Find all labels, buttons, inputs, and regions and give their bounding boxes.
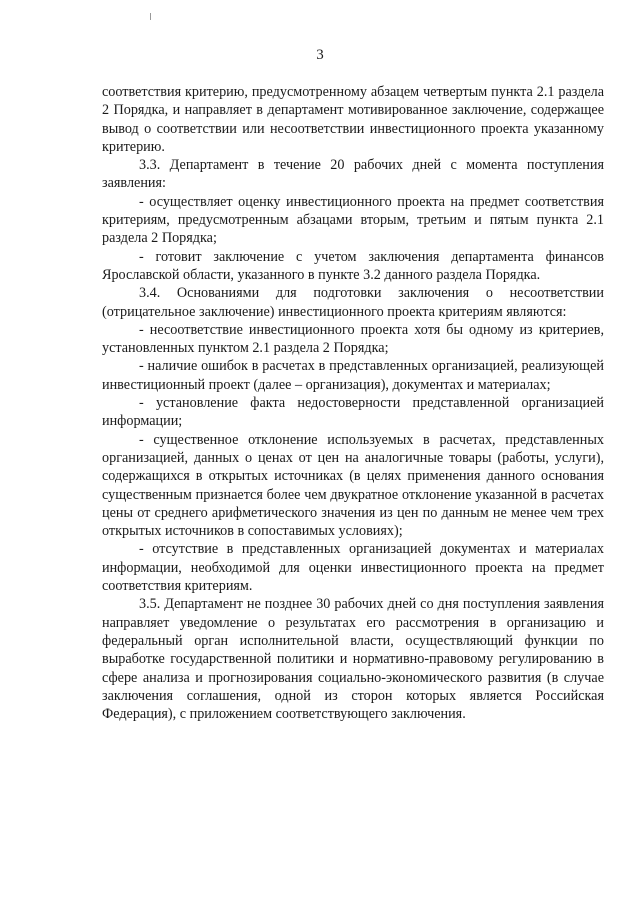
paragraph-3-4: 3.4. Основаниями для подготовки заключения о несоответствии (отрицательное заключение) инвестиционного проекта критериям являются:	[102, 285, 604, 320]
document-body	[102, 83, 604, 723]
paragraph-3-4-item-5: - отсутствие в представленных организацией документах и материалах информации, необходимой для оценки инвестиционного проекта на предмет соответствия критериям.	[102, 541, 604, 595]
paragraph-3-4-item-4: - существенное отклонение используемых в расчетах, представленных организацией, данных о ценах от цен на аналогичные товары (работы, услуги), содержащихся в открытых источниках (в целях применения данного основания существенным признается более чем двукратное отклонение указанной в расчетах цены от среднего арифметического значения из цен по данным не менее чем трех открытых источников в сопоставимых условиях);	[102, 431, 604, 540]
paragraph-3-4-item-1: - несоответствие инвестиционного проекта хотя бы одному из критериев, установленных пунктом 2.1 раздела 2 Порядка;	[102, 321, 604, 357]
paragraph-continuation: соответствия критерию, предусмотренному абзацем четвертым пункта 2.1 раздела 2 Порядка, и направляет в департамент мотивированное заключение, содержащее вывод о соответствии или несоответствии инвестиционного проекта указанному критерию.	[102, 84, 604, 155]
paragraph-3-3-item-1: - осуществляет оценку инвестиционного проекта на предмет соответствия критериям, предусмотренным абзацами вторым, третьим и пятым пункта 2.1 раздела 2 Порядка;	[102, 193, 604, 247]
paragraph-3-3: 3.3. Департамент в течение 20 рабочих дней с момента поступления заявления:	[102, 157, 604, 192]
paragraph-3-4-item-2: - наличие ошибок в расчетах в представленных организацией, реализующей инвестиционный проект (далее – организация), документах и материалах;	[102, 358, 604, 393]
scan-mark	[150, 13, 151, 20]
paragraph-3-5: 3.5. Департамент не позднее 30 рабочих дней со дня поступления заявления направляет уведомление о результатах его рассмотрения в организацию и федеральный орган исполнительной власти, осуществляющий функции по выработке государственной политики и нормативно-правовому регулированию в сфере анализа и прогнозирования социально-экономического развития (в случае заключения соглашения, одной из сторон которых является Российская Федерация), с приложением соответствующего заключения.	[102, 596, 604, 723]
paragraph-3-4-item-3: - установление факта недостоверности представленной организацией информации;	[102, 395, 604, 430]
paragraph-3-3-item-2: - готовит заключение с учетом заключения департамента финансов Ярославской области, указанного в пункте 3.2 данного раздела Порядка.	[102, 248, 604, 283]
page-number: 3	[316, 47, 324, 63]
